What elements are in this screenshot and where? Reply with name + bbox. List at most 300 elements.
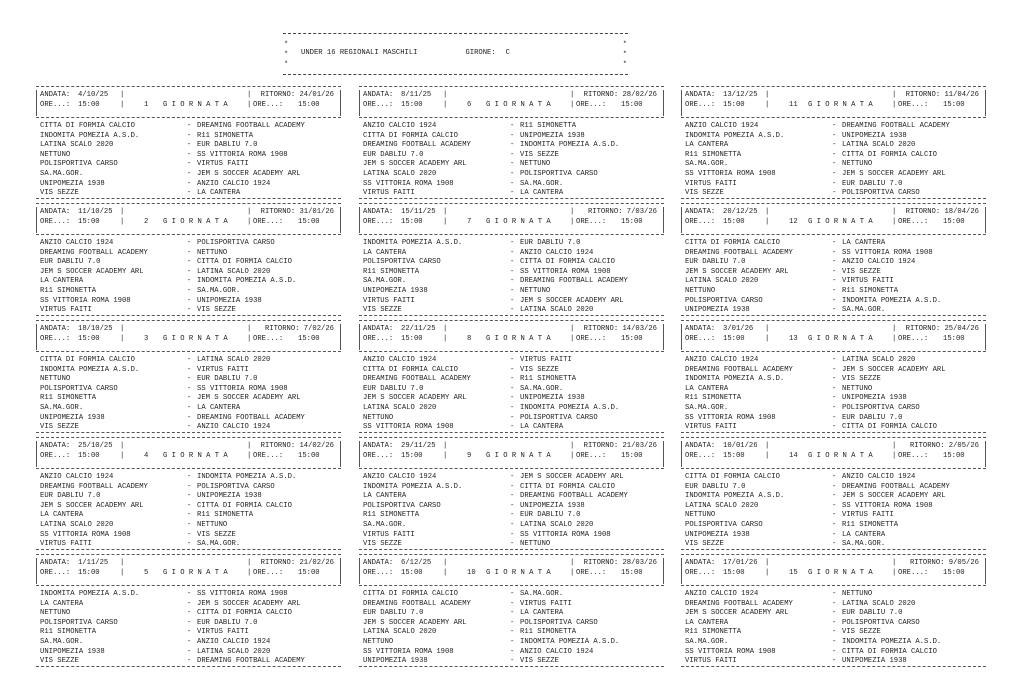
match-dash: -: [832, 150, 837, 159]
ore-label: ORE...:: [363, 569, 394, 577]
header-border-left: [359, 441, 360, 467]
away-team: INDOMITA POMEZIA A.S.D.: [842, 638, 942, 646]
ritorno-text: [265, 325, 334, 334]
match-row: [685, 132, 985, 142]
match-dash: -: [187, 267, 192, 276]
home-team: CITTA DI FORMIA CALCIO: [40, 356, 135, 364]
round-number: 8: [467, 335, 472, 343]
divider-top: [36, 554, 341, 555]
match-dash: -: [510, 160, 515, 169]
round-block-10: [359, 552, 664, 666]
match-row: [363, 249, 663, 259]
match-dash: -: [187, 638, 192, 646]
match-dash: -: [510, 394, 515, 403]
round-times: [363, 569, 661, 578]
home-team: R11 SIMONETTA: [40, 628, 97, 637]
andata-time: 15:00: [723, 335, 745, 343]
round-number: 14: [789, 452, 798, 460]
header-border-left: [359, 558, 360, 584]
match-row: [685, 531, 985, 541]
home-team: R11 SIMONETTA: [40, 394, 97, 403]
header-border-left: [36, 207, 37, 233]
home-team: EUR DABLIU 7.0: [363, 609, 424, 618]
match-row: [40, 423, 340, 433]
away-team: LA CANTERA: [197, 404, 241, 412]
match-dash: -: [832, 413, 837, 422]
separator: |: [765, 335, 770, 343]
match-dash: -: [510, 179, 515, 188]
away-team: JEM S SOCCER ACADEMY ARL: [842, 492, 946, 501]
match-dash: -: [510, 404, 515, 412]
match-row: [363, 356, 663, 366]
home-team: JEM S SOCCER ACADEMY ARL: [363, 618, 467, 627]
separator: |: [765, 218, 770, 226]
home-team: VIRTUS FAITI: [40, 306, 92, 315]
away-team: VIS SEZZE: [197, 530, 236, 539]
andata-date: 15/11/25: [401, 208, 436, 216]
divider-top: [36, 320, 341, 321]
home-team: POLISPORTIVA CARSO: [40, 384, 118, 393]
match-dash: -: [832, 296, 837, 305]
header-border-left: [359, 207, 360, 233]
match-dash: -: [832, 473, 837, 481]
round-times: [685, 452, 983, 461]
header-border-left: [681, 207, 682, 233]
home-team: LATINA SCALO 2020: [40, 141, 114, 150]
separator: |: [120, 559, 125, 567]
andata-label: ANDATA:: [685, 442, 716, 450]
match-dash: -: [187, 160, 192, 169]
home-team: EUR DABLIU 7.0: [40, 258, 101, 267]
match-row: [363, 366, 663, 376]
match-row: [40, 590, 340, 600]
home-team: ANZIO CALCIO 1924: [685, 356, 759, 364]
andata-label: ANDATA:: [40, 442, 71, 450]
match-row: [363, 277, 663, 287]
match-dash: -: [187, 647, 192, 656]
round-times: [40, 569, 338, 578]
away-team: EUR DABLIU 7.0: [197, 618, 258, 627]
separator: |: [247, 559, 252, 567]
match-row: [685, 502, 985, 512]
home-team: SS VITTORIA ROMA 1908: [363, 423, 454, 432]
home-team: CITTA DI FORMIA CALCIO: [685, 239, 780, 247]
round-number: 12: [789, 218, 798, 226]
home-team: JEM S SOCCER ACADEMY ARL: [685, 609, 789, 618]
separator: |: [247, 335, 252, 343]
away-team: LATINA SCALO 2020: [842, 599, 916, 608]
ore-label: ORE...:: [576, 452, 607, 460]
separator: |: [892, 442, 897, 450]
match-row: [363, 306, 663, 316]
round-dates: [363, 91, 661, 100]
match-dash: -: [510, 306, 515, 315]
match-dash: -: [832, 423, 837, 432]
ritorno-date: 31/01/26: [299, 208, 334, 216]
ritorno-text: [584, 442, 657, 451]
home-team: JEM S SOCCER ACADEMY ARL: [40, 267, 144, 276]
andata-label: ANDATA:: [40, 91, 71, 99]
match-dash: -: [510, 365, 515, 374]
match-dash: -: [510, 131, 515, 140]
andata-label: ANDATA:: [685, 325, 716, 333]
away-team: SS VITTORIA ROMA 1908: [520, 267, 611, 276]
match-row: [685, 414, 985, 424]
away-team: R11 SIMONETTA: [842, 287, 899, 295]
separator: |: [247, 91, 252, 99]
ritorno-date: 28/02/26: [622, 91, 657, 99]
separator: |: [443, 218, 448, 226]
separator: |: [892, 452, 897, 460]
divider-mid: [681, 351, 986, 352]
match-row: [40, 521, 340, 531]
home-team: DREAMING FOOTBALL ACADEMY: [363, 375, 471, 384]
separator: |: [247, 101, 252, 109]
match-dash: -: [187, 609, 192, 618]
ore-label: ORE...:: [576, 569, 607, 577]
ritorno-text: [588, 208, 657, 217]
match-dash: -: [832, 267, 837, 276]
home-team: SA.MA.GOR.: [685, 638, 729, 646]
round-dates: [363, 325, 661, 334]
ritorno-time: 15:00: [621, 569, 643, 577]
header-border-right: [663, 441, 664, 467]
separator: |: [443, 325, 448, 333]
giornata-label: G I O R N A T A: [808, 569, 873, 577]
divider-mid: [36, 468, 341, 469]
match-dash: -: [510, 277, 515, 286]
home-team: VIRTUS FAITI: [363, 296, 415, 305]
giornata-label: G I O R N A T A: [163, 335, 228, 343]
round-times: [685, 569, 983, 578]
round-times: [685, 218, 983, 227]
round-number: 6: [467, 101, 472, 109]
ore-label: ORE...:: [685, 452, 716, 460]
away-team: SS VITTORIA ROMA 1908: [197, 590, 288, 598]
home-team: INDOMITA POMEZIA A.S.D.: [40, 131, 140, 140]
away-team: R11 SIMONETTA: [842, 521, 899, 529]
separator: |: [765, 559, 770, 567]
round-times: [40, 335, 338, 344]
away-team: JEM S SOCCER ACADEMY ARL: [520, 473, 624, 481]
round-number: 13: [789, 335, 798, 343]
away-team: VIRTUS FAITI: [197, 160, 249, 169]
header-star-right: * * *: [622, 41, 627, 69]
match-dash: -: [187, 131, 192, 140]
home-team: UNIPOMEZIA 1938: [363, 657, 428, 666]
match-row: [40, 404, 340, 414]
away-team: CITTA DI FORMIA CALCIO: [197, 609, 292, 618]
giornata-label: G I O R N A T A: [486, 218, 551, 226]
away-team: INDOMITA POMEZIA A.S.D.: [520, 638, 620, 646]
ritorno-date: 2/05/26: [948, 442, 979, 450]
match-row: [685, 258, 985, 268]
away-team: DREAMING FOOTBALL ACADEMY: [520, 492, 628, 501]
header-border-right: [985, 90, 986, 116]
match-dash: -: [187, 150, 192, 159]
round-block-14: [681, 435, 986, 549]
home-team: DREAMING FOOTBALL ACADEMY: [363, 599, 471, 608]
ritorno-date: 7/03/26: [626, 208, 657, 216]
home-team: INDOMITA POMEZIA A.S.D.: [685, 375, 785, 384]
header-border-right: [985, 324, 986, 350]
away-team: POLISPORTIVA CARSO: [520, 170, 598, 178]
match-dash: -: [510, 384, 515, 393]
home-team: POLISPORTIVA CARSO: [40, 618, 118, 627]
match-dash: -: [832, 277, 837, 286]
match-dash: -: [832, 404, 837, 412]
away-team: R11 SIMONETTA: [520, 628, 577, 637]
giornata-label: G I O R N A T A: [486, 101, 551, 109]
ore-label: ORE...:: [576, 335, 607, 343]
match-row: [685, 473, 985, 483]
andata-label: ANDATA:: [363, 208, 394, 216]
andata-date: 13/12/25: [723, 91, 758, 99]
ritorno-time: 15:00: [943, 101, 965, 109]
home-team: NETTUNO: [363, 638, 394, 646]
separator: |: [443, 452, 448, 460]
separator: |: [120, 325, 125, 333]
match-row: [40, 356, 340, 366]
away-team: CITTA DI FORMIA CALCIO: [520, 258, 615, 267]
header-border-right: [663, 324, 664, 350]
home-team: VIS SEZZE: [685, 189, 724, 198]
ritorno-text: [910, 559, 979, 568]
andata-time: 15:00: [401, 101, 423, 109]
divider-mid: [36, 351, 341, 352]
round-dates: [363, 442, 661, 451]
home-team: LA CANTERA: [685, 141, 729, 150]
round-times: [363, 452, 661, 461]
match-dash: -: [832, 618, 837, 627]
away-team: R11 SIMONETTA: [197, 131, 254, 140]
match-row: [363, 531, 663, 541]
home-team: DREAMING FOOTBALL ACADEMY: [685, 248, 793, 257]
home-team: R11 SIMONETTA: [40, 287, 97, 295]
round-block-4: [36, 435, 341, 549]
match-row: [363, 122, 663, 132]
home-team: DREAMING FOOTBALL ACADEMY: [40, 482, 148, 491]
away-team: LATINA SCALO 2020: [197, 356, 271, 364]
match-row: [40, 277, 340, 287]
separator: |: [765, 325, 770, 333]
match-row: [40, 609, 340, 619]
separator: |: [570, 208, 575, 216]
match-row: [363, 648, 663, 658]
home-team: POLISPORTIVA CARSO: [685, 521, 763, 529]
match-dash: -: [832, 501, 837, 510]
header-border-right: [663, 90, 664, 116]
divider-top: [681, 320, 986, 321]
home-team: LA CANTERA: [40, 277, 84, 286]
away-team: ANZIO CALCIO 1924: [842, 473, 916, 481]
divider-top: [359, 86, 664, 87]
ritorno-time: 15:00: [298, 452, 320, 460]
away-team: POLISPORTIVA CARSO: [520, 618, 598, 627]
away-team: VIS SEZZE: [197, 306, 236, 315]
separator: |: [892, 335, 897, 343]
separator: |: [892, 91, 897, 99]
match-row: [363, 619, 663, 629]
match-dash: -: [187, 540, 192, 549]
away-team: NETTUNO: [842, 160, 873, 169]
round-block-1: [36, 84, 341, 198]
home-team: ANZIO CALCIO 1924: [40, 239, 114, 247]
andata-time: 15:00: [401, 452, 423, 460]
match-dash: -: [187, 530, 192, 539]
match-dash: -: [510, 248, 515, 257]
ritorno-label: RITORNO:: [587, 208, 623, 216]
ore-label: ORE...:: [363, 452, 394, 460]
match-dash: -: [832, 482, 837, 491]
header-border-right: [985, 441, 986, 467]
ritorno-time: 15:00: [943, 569, 965, 577]
away-team: NETTUNO: [520, 160, 551, 169]
away-team: EUR DABLIU 7.0: [842, 179, 903, 188]
ritorno-label: RITORNO:: [260, 208, 296, 216]
match-row: [685, 297, 985, 307]
away-team: JEM S SOCCER ACADEMY ARL: [842, 170, 946, 178]
ore-label: ORE...:: [253, 452, 284, 460]
home-team: VIRTUS FAITI: [40, 540, 92, 549]
away-team: ANZIO CALCIO 1924: [842, 258, 916, 267]
match-row: [363, 600, 663, 610]
divider-mid: [359, 351, 664, 352]
andata-label: ANDATA:: [363, 325, 394, 333]
separator: |: [120, 569, 125, 577]
match-dash: -: [832, 492, 837, 501]
header-star-left: * * *: [284, 41, 289, 69]
home-team: DREAMING FOOTBALL ACADEMY: [685, 365, 793, 374]
match-dash: -: [510, 375, 515, 384]
away-team: DREAMING FOOTBALL ACADEMY: [842, 482, 950, 491]
match-row: [40, 531, 340, 541]
match-row: [40, 473, 340, 483]
divider-mid: [359, 117, 664, 118]
away-team: VIRTUS FAITI: [842, 511, 894, 520]
match-dash: -: [187, 473, 192, 481]
andata-time: 15:00: [723, 218, 745, 226]
home-team: R11 SIMONETTA: [363, 511, 420, 520]
match-dash: -: [832, 170, 837, 178]
round-dates: [685, 91, 983, 100]
match-dash: -: [187, 375, 192, 384]
ritorno-text: [261, 208, 334, 217]
separator: |: [120, 208, 125, 216]
match-dash: -: [187, 258, 192, 267]
away-team: INDOMITA POMEZIA A.S.D.: [520, 404, 620, 412]
home-team: ANZIO CALCIO 1924: [363, 122, 437, 130]
away-team: JEM S SOCCER ACADEMY ARL: [197, 599, 301, 608]
ritorno-time: 15:00: [943, 335, 965, 343]
ritorno-date: 7/02/26: [303, 325, 334, 333]
header-border-left: [359, 324, 360, 350]
away-team: JEM S SOCCER ACADEMY ARL: [520, 296, 624, 305]
home-team: VIS SEZZE: [40, 657, 79, 666]
away-team: LA CANTERA: [842, 239, 886, 247]
ritorno-label: RITORNO:: [583, 325, 619, 333]
away-team: SA.MA.GOR.: [842, 306, 886, 315]
match-row: [685, 638, 985, 648]
match-dash: -: [510, 482, 515, 491]
away-team: VIRTUS FAITI: [197, 628, 249, 637]
away-team: DREAMING FOOTBALL ACADEMY: [197, 657, 305, 666]
away-team: ANZIO CALCIO 1924: [197, 423, 271, 432]
away-team: UNIPOMEZIA 1938: [520, 501, 585, 510]
home-team: NETTUNO: [363, 413, 394, 422]
ritorno-date: 14/03/26: [622, 325, 657, 333]
andata-label: ANDATA:: [40, 559, 71, 567]
header-border-right: [340, 324, 341, 350]
ritorno-text: [906, 325, 979, 334]
match-dash: -: [187, 170, 192, 178]
separator: |: [443, 208, 448, 216]
match-row: [685, 657, 985, 667]
away-team: EUR DABLIU 7.0: [842, 413, 903, 422]
separator: |: [892, 559, 897, 567]
match-dash: -: [510, 628, 515, 637]
match-row: [685, 609, 985, 619]
separator: |: [892, 208, 897, 216]
ritorno-label: RITORNO:: [905, 91, 941, 99]
match-dash: -: [510, 657, 515, 666]
separator: |: [120, 91, 125, 99]
andata-label: ANDATA:: [40, 208, 71, 216]
home-team: SS VITTORIA ROMA 1908: [685, 413, 776, 422]
round-number: 4: [144, 452, 149, 460]
match-row: [40, 540, 340, 550]
home-team: SS VITTORIA ROMA 1908: [685, 170, 776, 178]
match-row: [40, 297, 340, 307]
match-row: [685, 160, 985, 170]
match-row: [685, 249, 985, 259]
home-team: INDOMITA POMEZIA A.S.D.: [685, 492, 785, 501]
andata-date: 1/11/25: [78, 559, 109, 567]
home-team: CITTA DI FORMIA CALCIO: [363, 131, 458, 140]
divider-mid: [681, 117, 986, 118]
away-team: CITTA DI FORMIA CALCIO: [842, 150, 937, 159]
divider-top: [36, 203, 341, 204]
match-row: [40, 287, 340, 297]
round-times: [40, 218, 338, 227]
home-team: POLISPORTIVA CARSO: [685, 296, 763, 305]
giornata-label: G I O R N A T A: [163, 569, 228, 577]
giornata-label: G I O R N A T A: [163, 101, 228, 109]
header-border-right: [985, 207, 986, 233]
round-block-7: [359, 201, 664, 315]
away-team: NETTUNO: [520, 540, 551, 549]
home-team: SS VITTORIA ROMA 1908: [363, 179, 454, 188]
header-border-right: [985, 558, 986, 584]
ore-label: ORE...:: [685, 335, 716, 343]
separator: |: [443, 91, 448, 99]
match-row: [363, 375, 663, 385]
divider-top: [359, 203, 664, 204]
home-team: POLISPORTIVA CARSO: [363, 258, 441, 267]
home-team: DREAMING FOOTBALL ACADEMY: [40, 248, 148, 257]
match-row: [685, 600, 985, 610]
ritorno-time: 15:00: [298, 335, 320, 343]
match-dash: -: [510, 618, 515, 627]
match-row: [40, 648, 340, 658]
home-team: INDOMITA POMEZIA A.S.D.: [363, 482, 463, 491]
away-team: SA.MA.GOR.: [197, 287, 241, 295]
ritorno-label: RITORNO:: [905, 208, 941, 216]
away-team: R11 SIMONETTA: [197, 511, 254, 520]
match-row: [363, 297, 663, 307]
separator: |: [120, 101, 125, 109]
andata-time: 15:00: [78, 335, 100, 343]
